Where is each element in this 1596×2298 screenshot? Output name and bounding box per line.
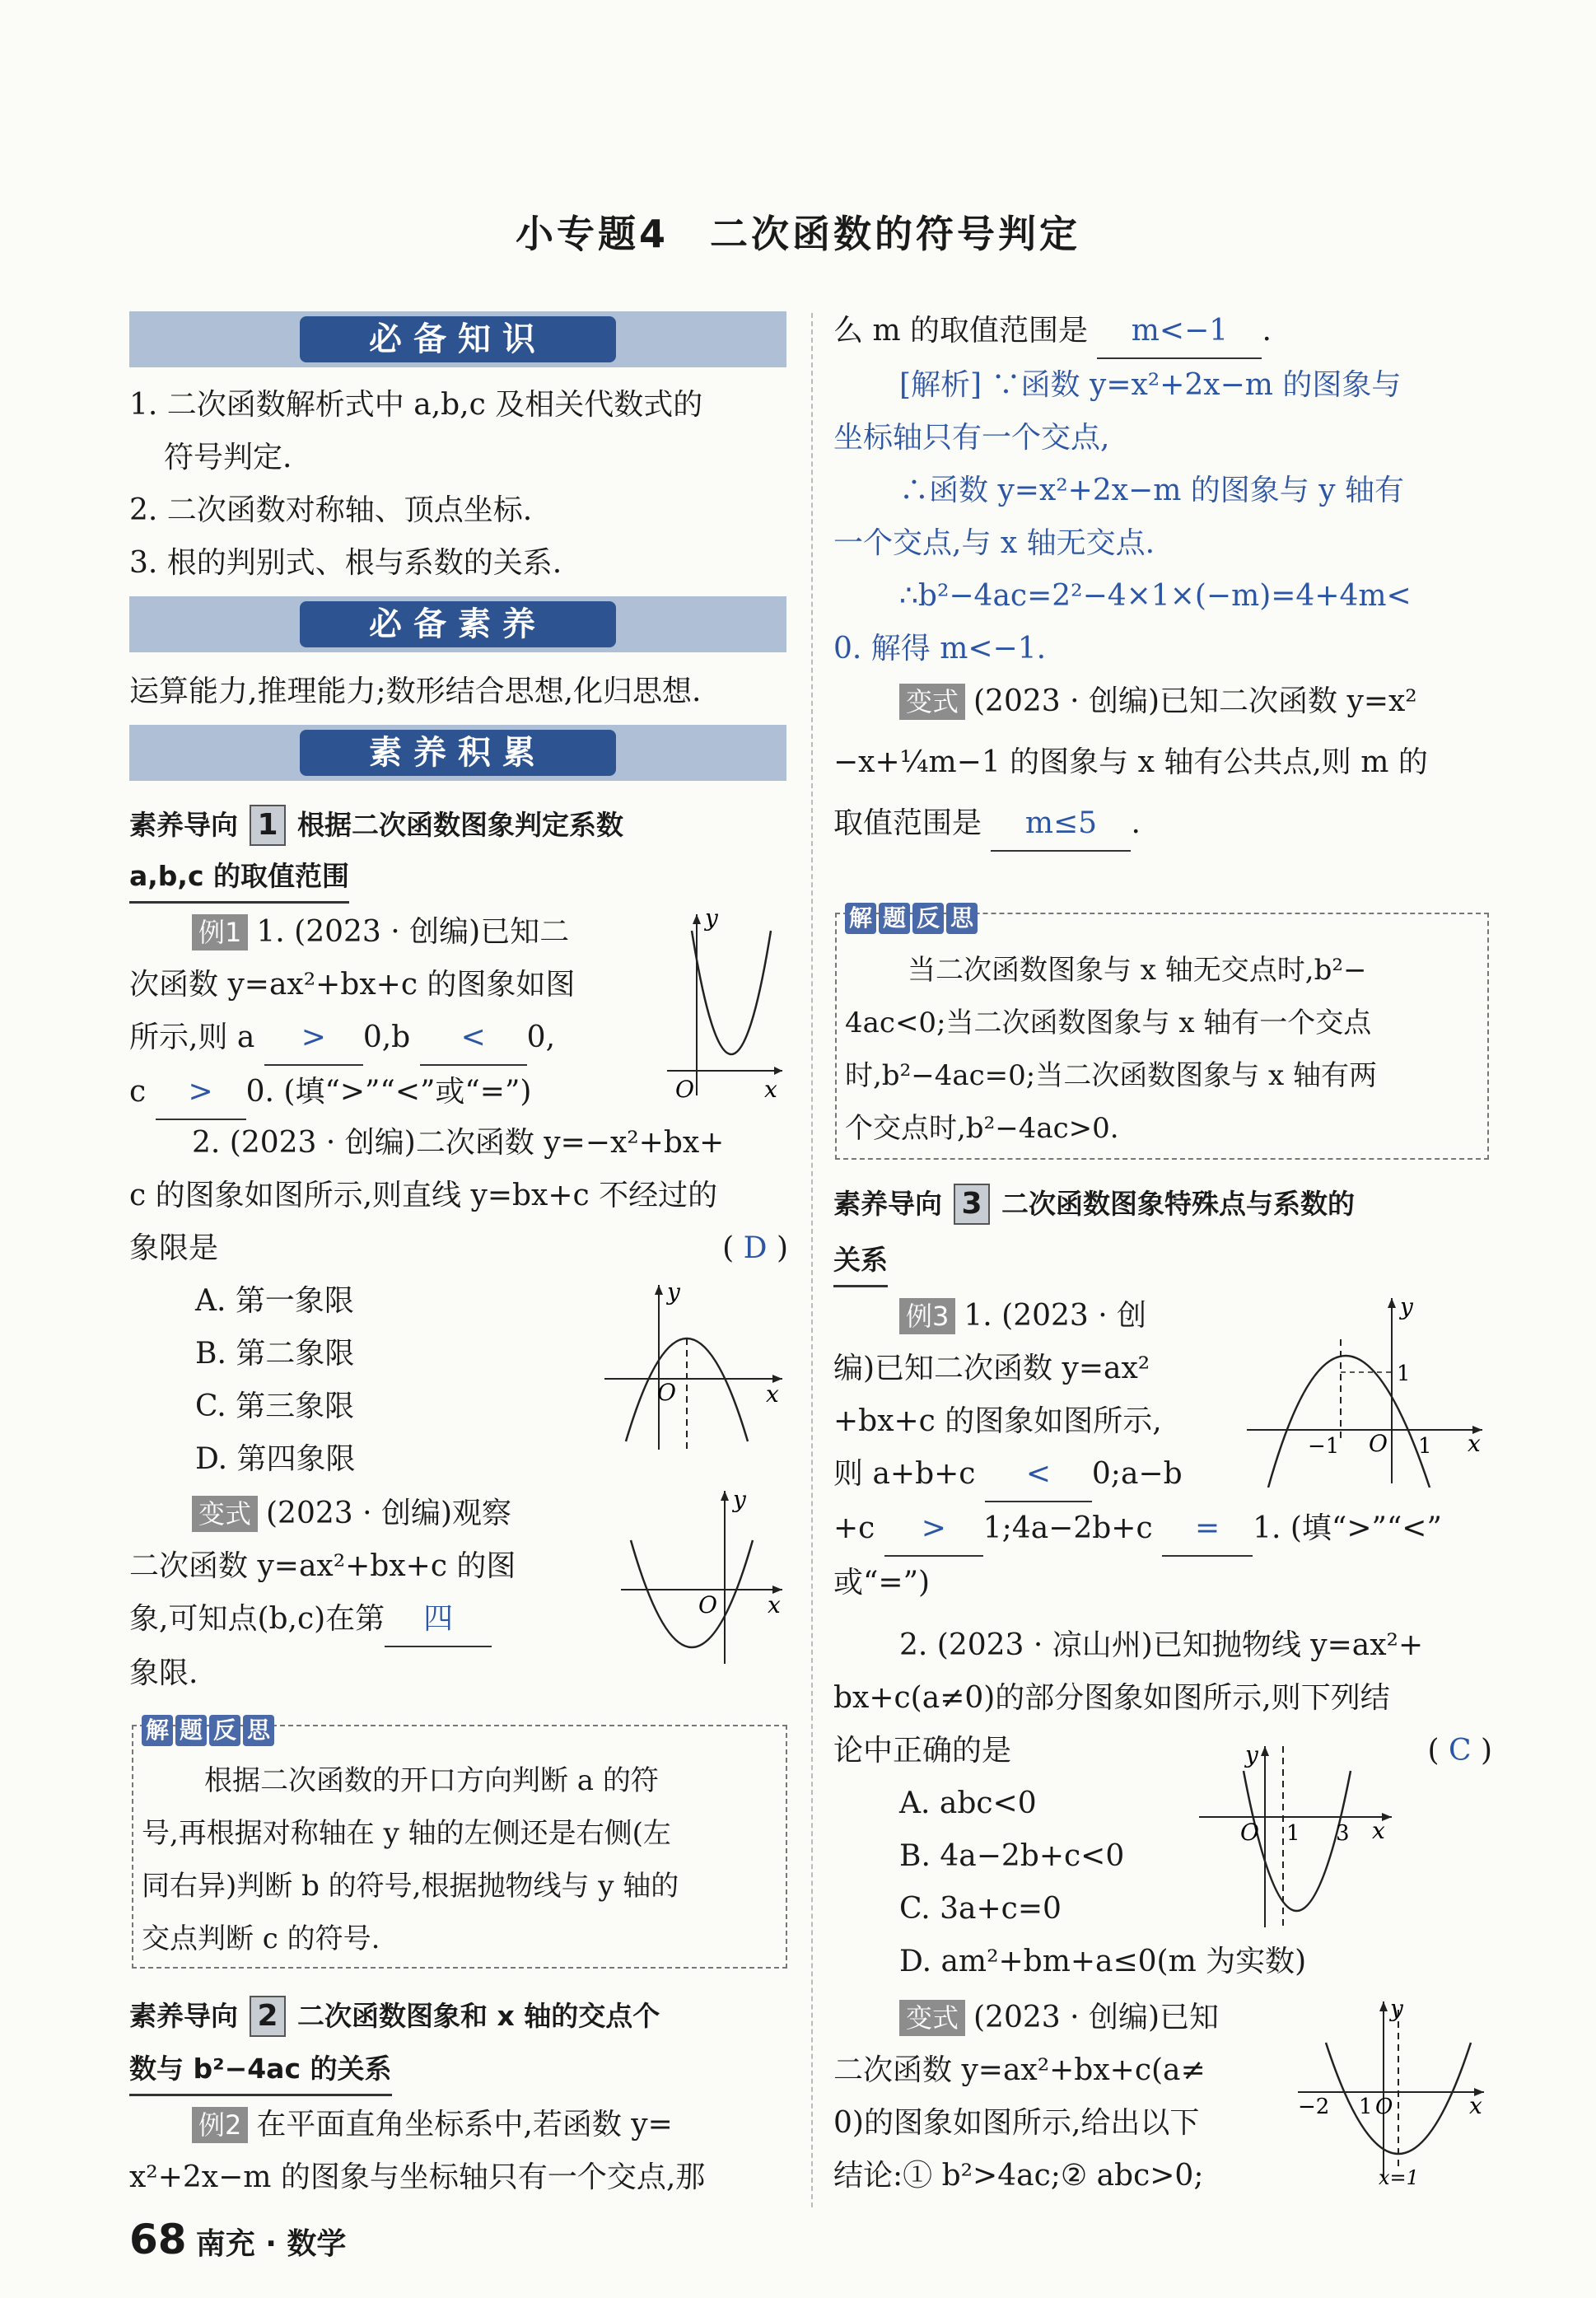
question-text: 0)的图象如图所示,给出以下 <box>833 2106 1200 2140</box>
answer-blank: > <box>156 1066 246 1120</box>
section-title-knowledge: 必备知识 <box>300 316 616 362</box>
example-tag: 例3 <box>899 1298 955 1334</box>
graph-ex3-1 <box>1244 1290 1491 1488</box>
analysis-text: 一个交点,与 x 轴无交点. <box>833 526 1155 560</box>
question-text: 论中正确的是 <box>833 1734 1012 1768</box>
tick-label-1: 1 <box>1418 1434 1432 1459</box>
reflection-tag-char: 反 <box>912 903 944 934</box>
knowledge-item: 2. 二次函数对称轴、顶点坐标. <box>129 493 533 527</box>
axis-label-x: x <box>768 1591 781 1618</box>
origin-label: O <box>1369 1430 1388 1457</box>
reflection-tag-char: 解 <box>142 1715 173 1746</box>
axis-label-x: x <box>764 1076 777 1103</box>
question-text: (2023 · 创编)观察 <box>266 1497 512 1530</box>
reflection-tag-char: 思 <box>946 903 978 934</box>
analysis-text: ∴函数 y=x²+2x−m 的图象与 y 轴有 <box>899 474 1405 507</box>
option: B. 4a−2b+c<0 <box>899 1839 1125 1873</box>
tick-label-neg1: −1 <box>1308 1434 1340 1459</box>
question-text: 编)已知二次函数 y=ax² <box>833 1352 1150 1385</box>
answer-blank: < <box>985 1448 1092 1502</box>
guide-number: 2 <box>250 1996 286 2037</box>
section-title-accumulate: 素养积累 <box>300 730 616 776</box>
reflection-tag-char: 反 <box>209 1715 240 1746</box>
reflection-text: 号,再根据对称轴在 y 轴的左侧还是右侧(左 <box>142 1817 671 1850</box>
question-text: 1. (2023 · 创编)已知二 <box>256 915 570 949</box>
origin-label: O <box>1240 1819 1259 1846</box>
graph-ex3-2 <box>1194 1738 1400 1936</box>
variant-tag: 变式 <box>192 1496 258 1532</box>
answer-blank: m<−1 <box>1097 305 1262 359</box>
reflection-tag <box>845 903 980 934</box>
graph-ex1-2 <box>601 1277 791 1458</box>
question-text: 2. (2023 · 凉山州)已知抛物线 y=ax²+ <box>899 1628 1424 1662</box>
question-text: 象限是 <box>129 1231 219 1265</box>
question-text: 0;a−b <box>1091 1457 1183 1491</box>
question-text: 1. (2023 · 创 <box>964 1299 1147 1333</box>
reflection-text: 时,b²−4ac=0;当二次函数图象与 x 轴有两 <box>845 1059 1377 1092</box>
reflection-tag-char: 思 <box>243 1715 274 1746</box>
guide-prefix: 素养导向 <box>129 2000 238 2032</box>
guide-1 <box>129 799 788 852</box>
origin-label: O <box>1375 2095 1393 2119</box>
question-text: c <box>129 1075 147 1109</box>
question-text: 取值范围是 <box>833 806 982 840</box>
section-band-knowledge <box>129 311 786 367</box>
answer-blank: 四 <box>385 1593 492 1647</box>
book-name: 南充 · 数学 <box>195 2227 347 2261</box>
answer-value: D <box>743 1231 768 1265</box>
graph-ex1-1 <box>659 906 791 1104</box>
answer-blank: < <box>420 1011 527 1066</box>
axis-label-y: y <box>667 1278 680 1305</box>
question-text: −x+¼m−1 的图象与 x 轴有公共点,则 m 的 <box>833 745 1428 779</box>
graph-var1 <box>618 1483 791 1672</box>
question-text: 象限. <box>129 1656 198 1690</box>
axis-label-y: y <box>1400 1293 1413 1320</box>
question-text: 二次函数 y=ax²+bx+c(a≠ <box>833 2053 1206 2087</box>
reflection-text: 同右异)判断 b 的符号,根据抛物线与 y 轴的 <box>142 1870 679 1903</box>
axis-label-y: y <box>1390 1995 1403 2022</box>
knowledge-item: 1. 二次函数解析式中 a,b,c 及相关代数式的 <box>129 388 703 422</box>
example-1 <box>129 906 656 1120</box>
origin-label: O <box>675 1076 694 1103</box>
tick-label-1: 1 <box>1286 1821 1300 1846</box>
axis-of-symmetry-label: x=1 <box>1379 2166 1419 2189</box>
question-text: (2023 · 创编)已知二次函数 y=x² <box>973 684 1417 718</box>
example-tag: 例2 <box>192 2107 248 2143</box>
knowledge-item: 符号判定. <box>164 441 292 474</box>
question-text: 2. (2023 · 创编)二次函数 y=−x²+bx+ <box>192 1126 725 1160</box>
guide-title: 二次函数图象特殊点与系数的 <box>1001 1188 1355 1220</box>
knowledge-list <box>129 379 788 590</box>
question-text: 二次函数 y=ax²+bx+c 的图 <box>129 1549 516 1583</box>
origin-label: O <box>698 1591 717 1618</box>
option: C. 3a+c=0 <box>899 1892 1062 1926</box>
axis-label-y: y <box>733 1486 746 1513</box>
answer-blank: m≤5 <box>991 797 1131 852</box>
reflection-text: 当二次函数图象与 x 轴无交点时,b²− <box>908 954 1367 987</box>
tick-label-y1: 1 <box>1397 1362 1411 1386</box>
reflection-box-1 <box>132 1716 787 1969</box>
axis-label-x: x <box>1468 1430 1481 1457</box>
option: A. 第一象限 <box>195 1284 354 1318</box>
variant-tag: 变式 <box>899 2000 965 2036</box>
variant-3 <box>833 1992 1262 2202</box>
analysis-text: 坐标轴只有一个交点, <box>833 421 1110 455</box>
literacy-text: 运算能力,推理能力;数形结合思想,化归思想. <box>129 675 702 708</box>
axis-label-y: y <box>705 906 718 932</box>
origin-label: O <box>657 1379 676 1406</box>
answer-choice: ( D ) <box>722 1231 788 1265</box>
reflection-tag-char: 解 <box>845 903 876 934</box>
guide-number: 1 <box>250 805 286 846</box>
option: D. 第四象限 <box>195 1442 356 1476</box>
question-text: 1;4a−2b+c <box>982 1511 1153 1545</box>
variant-1 <box>129 1488 656 1700</box>
reflection-text: 根据二次函数的开口方向判断 a 的符 <box>204 1764 659 1797</box>
tick-label-1: 1 <box>1359 2095 1373 2119</box>
question-text: x²+2x−m 的图象与坐标轴只有一个交点,那 <box>129 2160 706 2194</box>
example-tag: 例1 <box>192 914 248 950</box>
reflection-text: 个交点时,b²−4ac>0. <box>845 1112 1119 1145</box>
question-text: 则 a+b+c <box>833 1457 976 1491</box>
guide-title: 根据二次函数图象判定系数 <box>297 809 623 841</box>
guide-title: 二次函数图象和 x 轴的交点个 <box>297 2000 660 2032</box>
section-title-literacy: 必备素养 <box>300 601 616 647</box>
answer-blank: = <box>1162 1502 1253 1557</box>
reflection-text: 4ac<0;当二次函数图象与 x 轴有一个交点 <box>845 1007 1372 1039</box>
option: D. am²+bm+a≤0(m 为实数) <box>899 1945 1307 1978</box>
axis-label-x: x <box>1372 1817 1385 1844</box>
axis-label-y: y <box>1245 1741 1258 1768</box>
section-band-literacy <box>129 596 786 652</box>
question-text: 在平面直角坐标系中,若函数 y= <box>256 2108 673 2142</box>
knowledge-item: 3. 根的判别式、根与系数的关系. <box>129 546 562 580</box>
variant-tag: 变式 <box>899 684 965 720</box>
question-text: 0,b <box>362 1021 411 1054</box>
question-text: bx+c(a≠0)的部分图象如图所示,则下列结 <box>833 1681 1390 1715</box>
footer <box>129 2216 346 2263</box>
reflection-text: 交点判断 c 的符号. <box>142 1922 380 1955</box>
example-2-continued: 么 m 的取值范围是 m<−1 . [解析] ∵函数 y=x²+2x−m 的图象与 坐标轴只有一个交点, ∴函数 y=x²+2x−m 的图象与 y 轴有 一个交点,与 x 轴无交点. ∴b²−4ac=2²−4×1×(−m)=4+4m< 0. 解得 m<−1. 变式 (2023 · 创编)已知二次函数 y=x² −x+¼m−1 的图象与 x 轴有公共点,则 m 的 取值范围是 m≤5 . <box>833 305 1492 852</box>
question-text: 象,可知点(b,c)在第 <box>129 1602 385 1636</box>
question-text: (2023 · 创编)已知 <box>973 2001 1220 2034</box>
option: A. abc<0 <box>899 1787 1037 1820</box>
question-text: 么 m 的取值范围是 <box>833 314 1089 348</box>
answer-value: C <box>1448 1734 1472 1768</box>
guide-number: 3 <box>954 1184 990 1225</box>
tick-label-neg2: −2 <box>1298 2095 1330 2119</box>
question-text: +c <box>833 1511 875 1545</box>
page-number: 68 <box>129 2216 187 2263</box>
reflection-tag-char: 题 <box>879 903 910 934</box>
answer-choice: ( C ) <box>1427 1734 1492 1768</box>
question-text: c 的图象如图所示,则直线 y=bx+c 不经过的 <box>129 1179 718 1212</box>
graph-var3 <box>1293 1993 1491 2191</box>
option: B. 第二象限 <box>195 1337 355 1371</box>
guide-prefix: 素养导向 <box>129 809 238 841</box>
option: C. 第三象限 <box>195 1390 355 1423</box>
guide-2-title2: 数与 b²−4ac 的关系 <box>129 2044 392 2096</box>
question-text: 结论:① b²>4ac;② abc>0; <box>833 2159 1204 2193</box>
axis-label-x: x <box>766 1380 779 1408</box>
axis-label-x: x <box>1469 2092 1482 2119</box>
question-text: 0. (填“>”“<”或“=”) <box>245 1075 532 1109</box>
reflection-box-2 <box>835 904 1489 1160</box>
reflection-tag-char: 题 <box>175 1715 207 1746</box>
answer-blank: > <box>884 1502 983 1557</box>
analysis-text: 0. 解得 m<−1. <box>833 632 1047 666</box>
reflection-tag <box>142 1715 277 1746</box>
guide-2 <box>129 1990 788 2043</box>
question-text: +bx+c 的图象如图所示, <box>833 1404 1162 1438</box>
example-2 <box>129 2099 788 2204</box>
page-title: 小专题4 二次函数的符号判定 <box>515 212 1080 256</box>
question-text: 或“=”) <box>833 1566 931 1600</box>
section-band-accumulate <box>129 725 786 781</box>
question-text: 所示,则 a <box>129 1021 255 1054</box>
guide-1-title2: a,b,c 的取值范围 <box>129 852 349 904</box>
guide-3 <box>833 1178 1492 1231</box>
question-text: 次函数 y=ax²+bx+c 的图象如图 <box>129 968 576 1002</box>
answer-blank: > <box>264 1011 363 1066</box>
analysis-text: [解析] ∵函数 y=x²+2x−m 的图象与 <box>899 368 1402 402</box>
tick-label-3: 3 <box>1336 1821 1350 1846</box>
question-text: 1. (填“>”“<” <box>1253 1511 1442 1545</box>
guide-3-title2: 关系 <box>833 1235 888 1287</box>
guide-prefix: 素养导向 <box>833 1188 942 1220</box>
column-divider <box>811 313 813 2207</box>
question-text: 0, <box>526 1021 556 1054</box>
analysis-text: ∴b²−4ac=2²−4×1×(−m)=4+4m< <box>899 579 1412 613</box>
